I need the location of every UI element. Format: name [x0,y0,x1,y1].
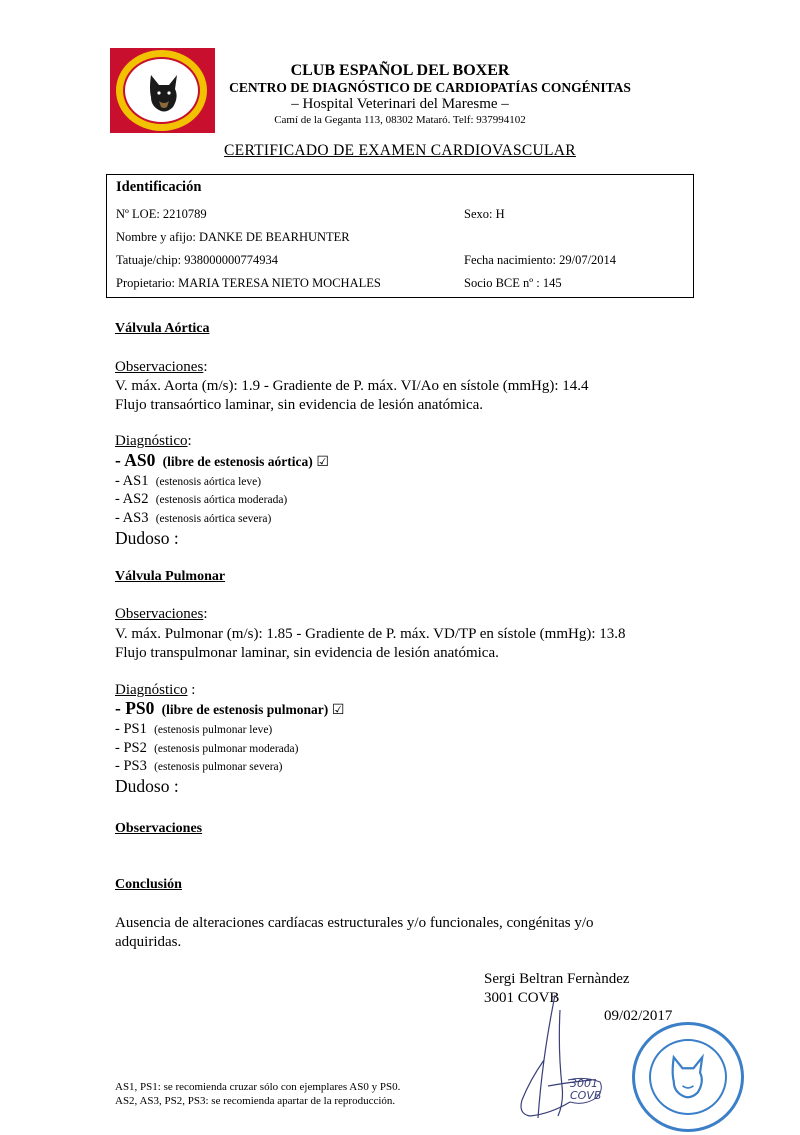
dog-name: Nombre y afijo: DANKE DE BEARHUNTER [116,230,350,244]
address: Camí de la Geganta 113, 08302 Mataró. Telf: 937994102 [274,114,526,126]
pulmonary-measurements: V. máx. Pulmonar (m/s): 1.85 - Gradiente de P. máx. VD/TP en sístole (mmHg): 13.8 [115,626,626,642]
checkbox-checked-icon: ☑ [331,703,345,718]
birth-date: Fecha nacimiento: 29/07/2014 [464,253,617,267]
member-number: Socio BCE nº : 145 [464,276,562,290]
chip-number: Tatuaje/chip: 938000000774934 [116,253,278,267]
identification-box [106,174,694,298]
aortic-observations-label: Observaciones: [115,359,208,375]
boxer-dog-icon [143,71,185,115]
footnote-line-1: AS1, PS1: se recomienda cruzar sólo con ejemplares AS0 y PS0. [115,1081,401,1093]
org-name: CLUB ESPAÑOL DEL BOXER [290,62,510,79]
aortic-heading: Válvula Aórtica [115,321,210,336]
footnote-line-2: AS2, AS3, PS2, PS3: se recomienda apartar de la reproducción. [115,1095,396,1107]
aortic-option-as1: - AS1 (estenosis aórtica leve) [115,473,262,489]
page-title: CERTIFICADO DE EXAMEN CARDIOVASCULAR [224,142,576,159]
pulmonary-flow: Flujo transpulmonar laminar, sin evidencia de lesión anatómica. [115,645,499,661]
signature-handwritten-id: 3001 COVB [570,1077,602,1102]
stamp-dog-icon [665,1051,711,1103]
hospital-name: – Hospital Veterinari del Maresme – [291,96,509,112]
pulmonary-option-ps2: - PS2 (estenosis pulmonar moderada) [115,740,299,756]
loe-number: Nº LOE: 2210789 [116,207,207,221]
aortic-option-as3: - AS3 (estenosis aórtica severa) [115,510,272,526]
aortic-option-as2: - AS2 (estenosis aórtica moderada) [115,491,288,507]
pulmonary-heading: Válvula Pulmonar [115,569,226,584]
aortic-doubtful: Dudoso : [115,528,179,548]
handwritten-signature [500,990,620,1130]
owner: Propietario: MARIA TERESA NIETO MOCHALES [116,276,381,290]
identification-heading: Identificación [116,179,202,195]
pulmonary-option-ps3: - PS3 (estenosis pulmonar severa) [115,758,283,774]
pulmonary-observations-label: Observaciones: [115,606,208,622]
pulmonary-option-ps1: - PS1 (estenosis pulmonar leve) [115,721,273,737]
aortic-option-as0: - AS0 (libre de estenosis aórtica) ☑ [115,450,329,470]
conclusion-line-1: Ausencia de alteraciones cardíacas estructurales y/o funcionales, congénitas y/o [115,915,594,931]
aortic-flow: Flujo transaórtico laminar, sin evidencia de lesión anatómica. [115,397,484,413]
aortic-diagnosis-label: Diagnóstico: [115,433,192,449]
signature-date: 09/02/2017 [604,1008,673,1024]
aortic-measurements: V. máx. Aorta (m/s): 1.9 - Gradiente de P. máx. VI/Ao en sístole (mmHg): 14.4 [115,378,589,394]
pulmonary-diagnosis-label: Diagnóstico : [115,682,196,698]
conclusion-line-2: adquiridas. [115,934,182,950]
veterinarian-id: 3001 COVB [484,990,560,1006]
club-stamp [632,1022,744,1132]
observations-heading: Observaciones [115,821,203,836]
checkbox-checked-icon: ☑ [316,455,329,470]
pulmonary-doubtful: Dudoso : [115,776,179,796]
conclusion-heading: Conclusión [115,877,182,892]
pulmonary-option-ps0: - PS0 (libre de estenosis pulmonar) ☑ [115,698,345,718]
sex: Sexo: H [464,207,505,221]
veterinarian-name: Sergi Beltran Fernàndez [484,971,630,987]
center-name: CENTRO DE DIAGNÓSTICO DE CARDIOPATÍAS CONGÉNITAS [229,80,631,95]
